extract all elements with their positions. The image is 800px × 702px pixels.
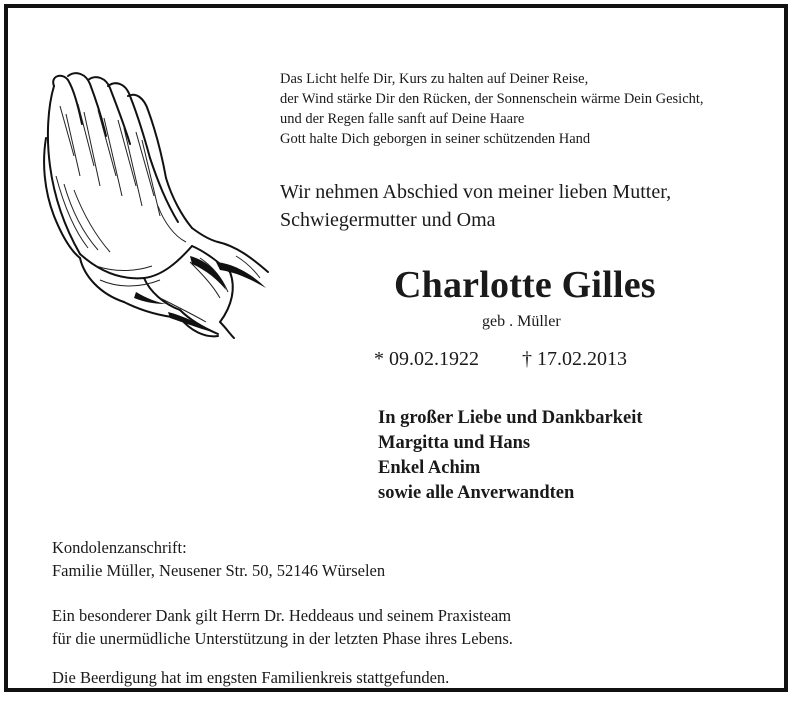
farewell-line: Wir nehmen Abschied von meiner lieben Mutter, [280,181,672,203]
mourners-line: Enkel Achim [378,458,481,478]
condolence-address [52,536,385,582]
mourners-line: sowie alle Anverwandten [378,483,575,503]
poem-line: der Wind stärke Dir den Rücken, der Sonnenschein wärme Dein Gesicht, [280,91,704,107]
praying-hands-icon [40,66,272,341]
funeral-note: Die Beerdigung hat im engsten Familienkreis stattgefunden. [52,668,450,687]
mourners-list [378,406,643,506]
obituary-notice [4,4,788,692]
thanks-note [52,604,513,650]
birth-date: * 09.02.1922 [374,348,479,370]
mourners-line: Margitta und Hans [378,433,531,453]
poem-line: Das Licht helfe Dir, Kurs zu halten auf Deiner Reise, [280,71,589,87]
condolence-address-line: Familie Müller, Neusener Str. 50, 52146 Würselen [52,561,386,580]
farewell-text [280,178,671,234]
poem-verse [280,69,704,149]
thanks-line: Ein besonderer Dank gilt Herrn Dr. Heddeaus und seinem Praxisteam [52,606,512,625]
death-date: † 17.02.2013 [522,348,627,370]
poem-line: und der Regen falle sanft auf Deine Haare [280,111,525,127]
deceased-name: Charlotte Gilles [394,264,656,306]
farewell-line: Schwiegermutter und Oma [280,209,496,231]
maiden-name: geb . Müller [482,313,561,330]
poem-line: Gott halte Dich geborgen in seiner schützenden Hand [280,131,591,147]
life-dates [374,346,627,372]
thanks-line: für die unermüdliche Unterstützung in der letzten Phase ihres Lebens. [52,629,513,648]
mourners-line: In großer Liebe und Dankbarkeit [378,408,643,428]
condolence-heading: Kondolenzanschrift: [52,538,187,557]
